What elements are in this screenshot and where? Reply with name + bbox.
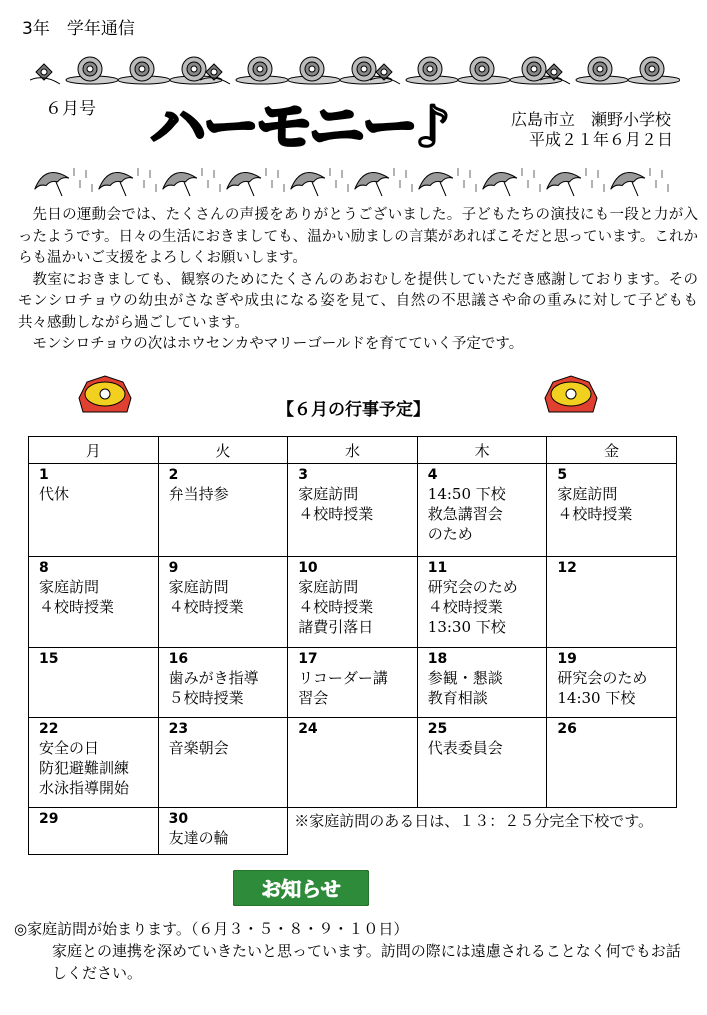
day-event: ４校時授業 — [557, 505, 633, 523]
day-event: 弁当持参 — [168, 485, 229, 503]
day-event: 教育相談 — [427, 689, 488, 707]
schedule-footnote: ※家庭訪問のある日は、１３：２５分完全下校です。 — [288, 808, 677, 855]
day-number: 4 — [427, 467, 438, 483]
calendar-day — [158, 648, 288, 718]
day-event: 音楽朝会 — [168, 739, 229, 757]
day-event: ４校時授業 — [427, 598, 503, 616]
notice-headline: ◎家庭訪問が始まります。（６月３・５・８・９・１０日） — [14, 920, 409, 938]
snail-flower-border — [30, 52, 680, 86]
notice-banner — [233, 870, 369, 906]
calendar-day — [417, 557, 547, 648]
day-event: 家庭訪問 — [298, 578, 359, 596]
schedule-calendar — [28, 436, 677, 855]
day-number: 15 — [39, 651, 59, 667]
calendar-day — [288, 718, 418, 808]
weekday-header: 水 — [288, 437, 418, 464]
notice-body: 家庭との連携を深めていきたいと思っています。訪問の際には遠慮されることなく何でもお話しください。 — [52, 942, 681, 982]
day-event: 家庭訪問 — [557, 485, 618, 503]
day-number: 1 — [39, 467, 49, 483]
day-event: 家庭訪問 — [39, 578, 100, 596]
day-event: 研究会のため — [427, 578, 518, 596]
day-event: 13:30 下校 — [427, 618, 506, 636]
calendar-day — [288, 648, 418, 718]
notice-banner-text: お知らせ — [261, 877, 341, 901]
day-event: 習会 — [298, 689, 329, 707]
home-visit-notice — [14, 918, 694, 984]
day-event: ４校時授業 — [39, 598, 115, 616]
calendar-week — [29, 648, 677, 718]
calendar-week — [29, 808, 677, 855]
calendar-week — [29, 557, 677, 648]
day-number: 2 — [168, 467, 179, 483]
calendar-day — [288, 557, 418, 648]
day-number: 9 — [168, 560, 179, 576]
day-number: 10 — [298, 560, 318, 576]
day-event: リコーダー講 — [298, 669, 388, 687]
day-event: 歯みがき指導 — [168, 669, 259, 687]
weekday-header: 木 — [417, 437, 547, 464]
snail-border-top — [30, 52, 680, 86]
day-event: 研究会のため — [557, 669, 648, 687]
intro-message — [18, 205, 698, 356]
day-number: 30 — [168, 811, 189, 827]
day-number: 25 — [427, 721, 448, 737]
grade-label: 3年 学年通信 — [22, 19, 135, 39]
day-event: 家庭訪問 — [168, 578, 229, 596]
day-event: ４校時授業 — [298, 505, 374, 523]
day-number: 12 — [557, 560, 577, 576]
day-event: 家庭訪問 — [298, 485, 359, 503]
calendar-day — [417, 648, 547, 718]
issue-date: 平成２１年６月２日 — [529, 130, 674, 149]
calendar-day — [547, 557, 677, 648]
weekday-header: 金 — [547, 437, 677, 464]
weekday-header: 月 — [29, 437, 159, 464]
day-number: 3 — [298, 467, 308, 483]
intro-paragraph: 先日の運動会では、たくさんの声援をありがとうございました。子どもたちの演技にも一段と力が入ったようです。日々の生活におきましても、温かい励ましの言葉があればこそだと思っています。これからも温かいご支援をよろしくお願いします。 — [18, 207, 698, 266]
newsletter-title — [150, 88, 460, 158]
calendar-day — [29, 648, 159, 718]
day-event: ５校時授業 — [168, 689, 244, 707]
calendar-day — [547, 464, 677, 557]
day-number: 8 — [39, 560, 49, 576]
calendar-day — [158, 557, 288, 648]
day-event: 諸費引落日 — [298, 618, 374, 636]
calendar-day — [29, 718, 159, 808]
day-event: 14:30 下校 — [557, 689, 636, 707]
calendar-day — [547, 648, 677, 718]
day-event: 安全の日 — [39, 739, 100, 757]
calendar-day — [288, 464, 418, 557]
school-name: 広島市立 瀬野小学校 — [511, 110, 672, 129]
day-event: 救急講習会 — [427, 505, 503, 523]
day-event: 代表委員会 — [427, 739, 503, 757]
calendar-day — [417, 464, 547, 557]
issue-label: ６月号 — [45, 99, 96, 119]
day-number: 29 — [39, 811, 59, 827]
umbrella-rain-border — [30, 164, 670, 200]
day-number: 19 — [557, 651, 577, 667]
day-number: 24 — [298, 721, 318, 737]
day-event: のため — [427, 525, 473, 543]
calendar-day — [417, 718, 547, 808]
calendar-day — [158, 808, 288, 855]
day-number: 5 — [557, 467, 568, 483]
calendar-day — [158, 718, 288, 808]
calendar-day — [29, 808, 159, 855]
day-event: 参観・懇談 — [427, 669, 503, 687]
day-number: 18 — [427, 651, 448, 667]
day-number: 22 — [39, 721, 59, 737]
title-text: ハーモニー♪ — [150, 95, 448, 158]
day-event: 14:50 下校 — [427, 485, 506, 503]
schedule-title: 【６月の行事予定】 — [277, 400, 430, 420]
day-event: 防犯避難訓練 — [39, 759, 130, 777]
day-number: 26 — [557, 721, 577, 737]
day-event: 水泳指導開始 — [39, 779, 130, 797]
day-event: ４校時授業 — [168, 598, 244, 616]
day-number: 11 — [427, 560, 448, 576]
day-event: 友達の輪 — [168, 829, 229, 847]
day-event: ４校時授業 — [298, 598, 374, 616]
calendar-day — [158, 464, 288, 557]
intro-paragraph: 教室におきましても、観察のためにたくさんのあおむしを提供していただき感謝しております。そのモンシロチョウの幼虫がさなぎや成虫になる姿を見て、自然の不思議さや命の重みに対して子どもも共々感動しながら過ごしています。 — [18, 271, 698, 331]
umbrella-border — [30, 164, 670, 200]
calendar-week — [29, 718, 677, 808]
school-info — [511, 110, 673, 150]
day-number: 17 — [298, 651, 318, 667]
calendar-day — [29, 557, 159, 648]
weekday-header-row — [29, 437, 677, 464]
calendar-week — [29, 464, 677, 557]
calendar-day — [547, 718, 677, 808]
weekday-header: 火 — [158, 437, 288, 464]
intro-paragraph: モンシロチョウの次はホウセンカやマリーゴールドを育てていく予定です。 — [32, 336, 524, 352]
day-number: 16 — [168, 651, 189, 667]
calendar-day — [29, 464, 159, 557]
day-event: 代休 — [39, 485, 70, 503]
day-number: 23 — [168, 721, 189, 737]
